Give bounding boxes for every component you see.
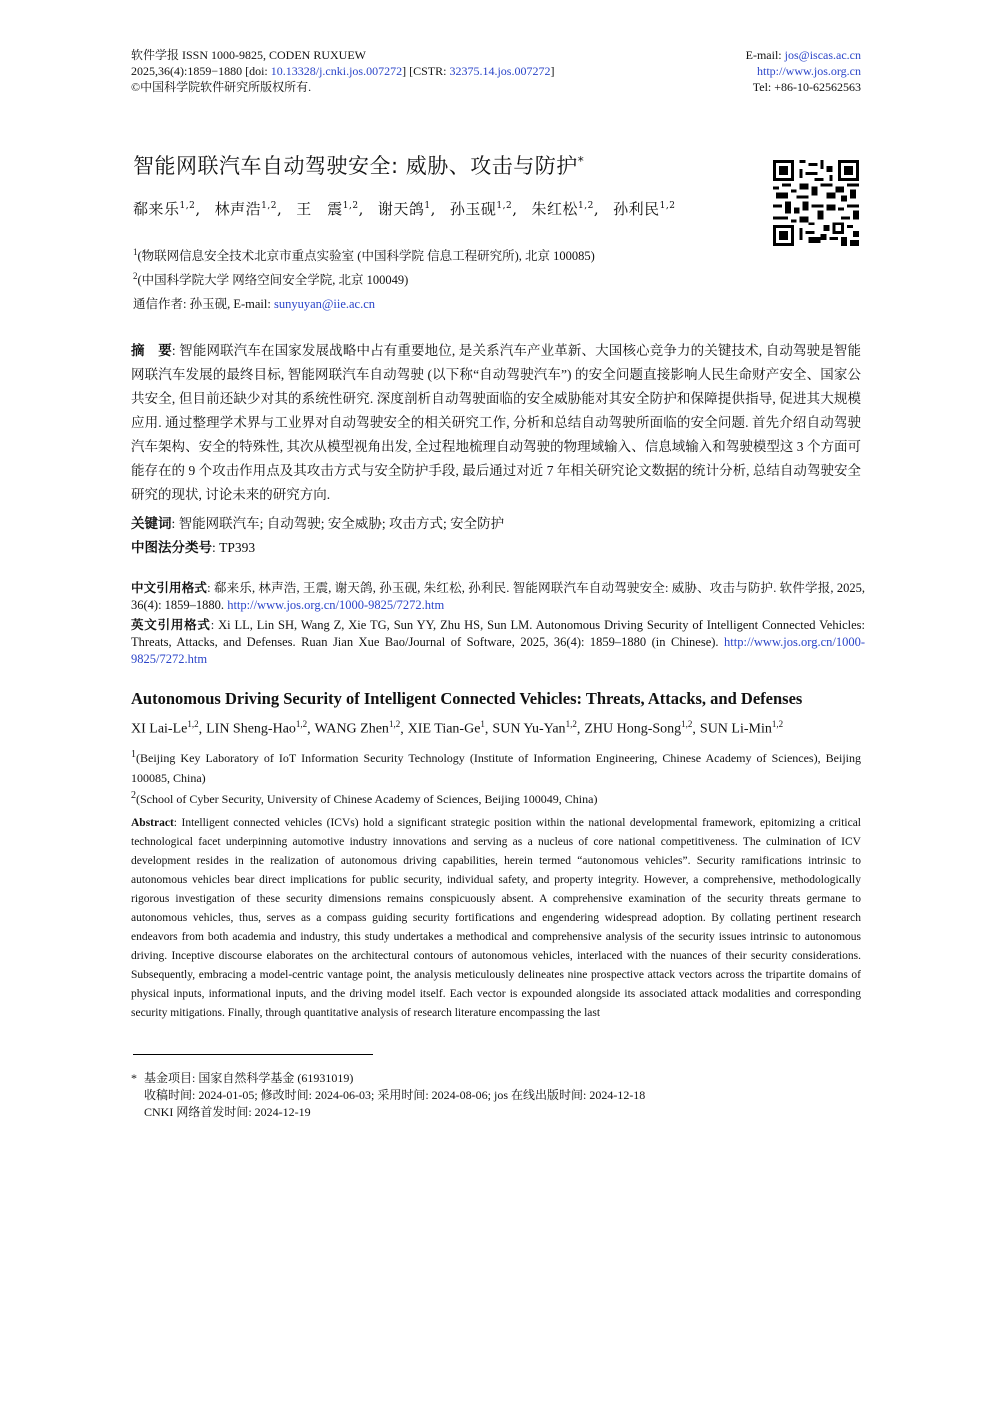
author-name: 林声浩 <box>214 200 262 218</box>
en-citation-link[interactable]: http://www.jos.org.cn/1000-9825/7272.htm <box>131 635 865 666</box>
author-name: XIE Tian-Ge <box>407 721 481 737</box>
author-separator: , <box>307 721 311 737</box>
cn-citation-format: 中文引用格式: 郗来乐, 林声浩, 王震, 谢天鸽, 孙玉砚, 朱红松, 孙利民. 智能网联汽车自动驾驶安全: 威胁、攻击与防护. 软件学报, 2025, 36(4): 1859–1880. http://www.jos.org.cn/1000-9825/7272.htm <box>131 581 865 612</box>
en-author-list <box>131 719 783 738</box>
author-name: 王 震 <box>296 200 343 218</box>
author-separator: , <box>484 721 489 737</box>
author-separator: , <box>692 721 696 737</box>
author-separator: , <box>195 200 201 218</box>
title-footnote-mark: * <box>577 154 585 168</box>
en-affiliation-1: $^1$(Beijing Key Laboratory of IoT Information Security Technology (Institute of Information Engineering, Chinese Academy of Sciences), Beijing 100085, China) <box>131 749 861 785</box>
en-abstract: Abstract: Intelligent connected vehicles (ICVs) hold a significant strategic position within the national developmental framework, epitomizing a critical technological facet underpinning automotive industry innovations and serving as a nucleus of core national competitiveness. The culmination of ICV development resides in the realization of autonomous driving capabilities, herein termed “autonomous vehicles”. Security ramifications intrinsic to autonomous vehicles bear direct implications for public security, individual safety, and property integrity. However, a comprehensive, methodologically rigorous investigation of these security dimensions remains conspicuously absent. A comprehensive examination of the security threats germane to autonomous vehicles, thus, serves as a compass guiding security fortifications and engendering widespread adoption. By collating pertinent research endeavors from both academia and industry, this study undertakes a methodical and comprehensive analysis of the security issues intrinsic to autonomous driving. Inceptive discourse elaborates on the architectural contours of autonomous vehicles, interlaced with the nuances of their security considerations. Subsequently, embracing a model-centric vantage point, the analysis meticulously delineates nine prospective attack vectors across the tripartite domains of physical inputs, informational inputs, and the driving model itself. Each vector is expounded alongside its associated attack modalities and corresponding security mitigations. Finally, through quantitative analysis of research literature encompassing the last <box>131 817 861 1019</box>
journal-email-link[interactable]: jos@iscas.ac.cn <box>784 48 861 62</box>
author-affiliation-mark: 1,2 <box>681 719 693 729</box>
journal-header-right <box>561 47 861 95</box>
author-separator: , <box>198 721 203 737</box>
en-abstract-label: Abstract <box>131 817 174 829</box>
journal-tel: Tel: +86-10-62562563 <box>752 80 861 94</box>
author-name: XI Lai-Le <box>131 721 188 737</box>
cn-keywords: 关键词: 智能网联汽车; 自动驾驶; 安全威胁; 攻击方式; 安全防护 <box>131 516 505 531</box>
author-name: SUN Yu-Yan <box>492 721 566 737</box>
dates-line: 收稿时间: 2024-01-05; 修改时间: 2024-06-03; 采用时间: 2024-08-06; jos 在线出版时间: 2024-12-18 <box>144 1088 646 1102</box>
author-name: 朱红松 <box>531 200 579 218</box>
author-name: SUN Li-Min <box>699 721 772 737</box>
cn-abstract-label: 摘 要 <box>131 343 172 358</box>
funding-line: * 基金项目: 国家自然科学基金 (61931019) <box>131 1071 354 1085</box>
author-separator: , <box>593 200 600 218</box>
author-affiliation-mark: 1,2 <box>179 201 196 211</box>
author-separator: , <box>400 721 404 737</box>
cn-affiliation-2: $^2$(中国科学院大学 网络空间安全学院, 北京 100049) <box>133 270 409 287</box>
en-citation-format: 英文引用格式: Xi LL, Lin SH, Wang Z, Xie TG, Sun YY, Zhu HS, Sun LM. Autonomous Driving Security of Intelligent Connected Vehicles: Threats, Attacks, and Defenses. Ruan Jian Xue Bao/Journal of Software, 2025, 36(4): 1859–1880 (in Chinese). http://www.jos.org.cn/1000-9825/7272.htm <box>131 618 865 666</box>
qr-code-icon <box>773 160 859 246</box>
journal-email-line: E-mail: jos@iscas.ac.cn <box>745 48 861 62</box>
author-affiliation-mark: 1,2 <box>261 201 277 211</box>
author-affiliation-mark: 1,2 <box>771 719 784 729</box>
cn-author-list <box>133 198 676 219</box>
journal-volume-line: 2025,36(4):1859−1880 [doi: 10.13328/j.cnki.jos.007272] [CSTR: 32375.14.jos.007272] <box>131 64 555 78</box>
paper-title: 智能网联汽车自动驾驶安全: 威胁、攻击与防护* <box>133 154 585 178</box>
en-affiliation-2: $^2$(School of Cyber Security, University of Chinese Academy of Sciences, Beijing 100049, China) <box>131 790 598 806</box>
author-affiliation-mark: 1 <box>424 201 431 211</box>
author-separator: , <box>512 200 518 218</box>
corresponding-author: 通信作者: 孙玉砚, E-mail: sunyuyan@iie.ac.cn <box>133 297 376 311</box>
footnote <box>131 1070 645 1121</box>
journal-url-link[interactable]: http://www.jos.org.cn <box>757 64 861 78</box>
author-affiliation-mark: 1 <box>480 719 485 729</box>
author-separator: , <box>276 200 283 218</box>
author-name: 孙玉砚 <box>449 200 497 218</box>
cstr-link[interactable]: 32375.14.jos.007272 <box>449 64 551 78</box>
cnki-date-line: CNKI 网络首发时间: 2024-12-19 <box>144 1105 311 1119</box>
author-affiliation-mark: 1,2 <box>295 719 308 729</box>
author-affiliation-mark: 1,2 <box>659 201 676 211</box>
cn-citation-link[interactable]: http://www.jos.org.cn/1000-9825/7272.htm <box>227 598 445 612</box>
doi-link[interactable]: 10.13328/j.cnki.jos.007272 <box>270 64 403 78</box>
author-name: 谢天鸽 <box>377 200 425 218</box>
author-name: LIN Sheng-Hao <box>206 721 296 737</box>
en-paper-title: Autonomous Driving Security of Intelligent Connected Vehicles: Threats, Attacks, and Defenses <box>131 689 803 708</box>
cn-clc-number: 中图法分类号: TP393 <box>131 540 256 555</box>
copyright-line: ©中国科学院软件研究所版权所有. <box>131 80 312 94</box>
author-separator: , <box>358 200 364 218</box>
author-affiliation-mark: 1,2 <box>342 201 359 211</box>
author-affiliation-mark: 1,2 <box>388 719 401 729</box>
author-name: ZHU Hong-Song <box>584 721 682 737</box>
author-separator: , <box>430 200 436 218</box>
author-affiliation-mark: 1,2 <box>187 719 199 729</box>
author-name: WANG Zhen <box>314 721 389 737</box>
author-name: 郗来乐 <box>133 200 180 218</box>
author-separator: , <box>576 721 581 737</box>
author-name: 孙利民 <box>613 200 660 218</box>
cn-affiliation-1: $^1$(物联网信息安全技术北京市重点实验室 (中国科学院 信息工程研究所), 北京 100085) <box>133 246 595 263</box>
corresponding-email-link[interactable]: sunyuyan@iie.ac.cn <box>273 297 376 311</box>
footnote-divider <box>133 1054 373 1055</box>
author-affiliation-mark: 1,2 <box>578 201 594 211</box>
journal-issn: 软件学报 ISSN 1000-9825, CODEN RUXUEW <box>131 48 366 62</box>
author-affiliation-mark: 1,2 <box>496 201 513 211</box>
author-affiliation-mark: 1,2 <box>565 719 577 729</box>
cn-abstract: 摘 要: 智能网联汽车在国家发展战略中占有重要地位, 是关系汽车产业革新、大国核心竞争力的关键技术, 自动驾驶是智能网联汽车发展的最终目标, 智能网联汽车自动驾驶 (以下称“自动驾驶汽车”) 的安全问题直接影响人民生命财产安全、国家公共安全, 但目前还缺少对其的系统性研究. 深度剖析自动驾驶面临的安全威胁能对其安全防护和保障提供指导, 促进其大规模应用. 通过整理学术界与工业界对自动驾驶安全的相关研究工作, 分析和总结自动驾驶所面临的安全问题. 首先介绍自动驾驶汽车架构、安全的特殊性, 其次从模型视角出发, 全过程地梳理自动驾驶的物理域输入、信息域输入和驾驶模型这 3 个方面可能存在的 9 个攻击作用点及其攻击方式与安全防护手段, 最后通过对近 7 年相关研究论文数据的统计分析, 总结自动驾驶安全研究的现状, 讨论未来的研究方向. <box>131 343 862 502</box>
